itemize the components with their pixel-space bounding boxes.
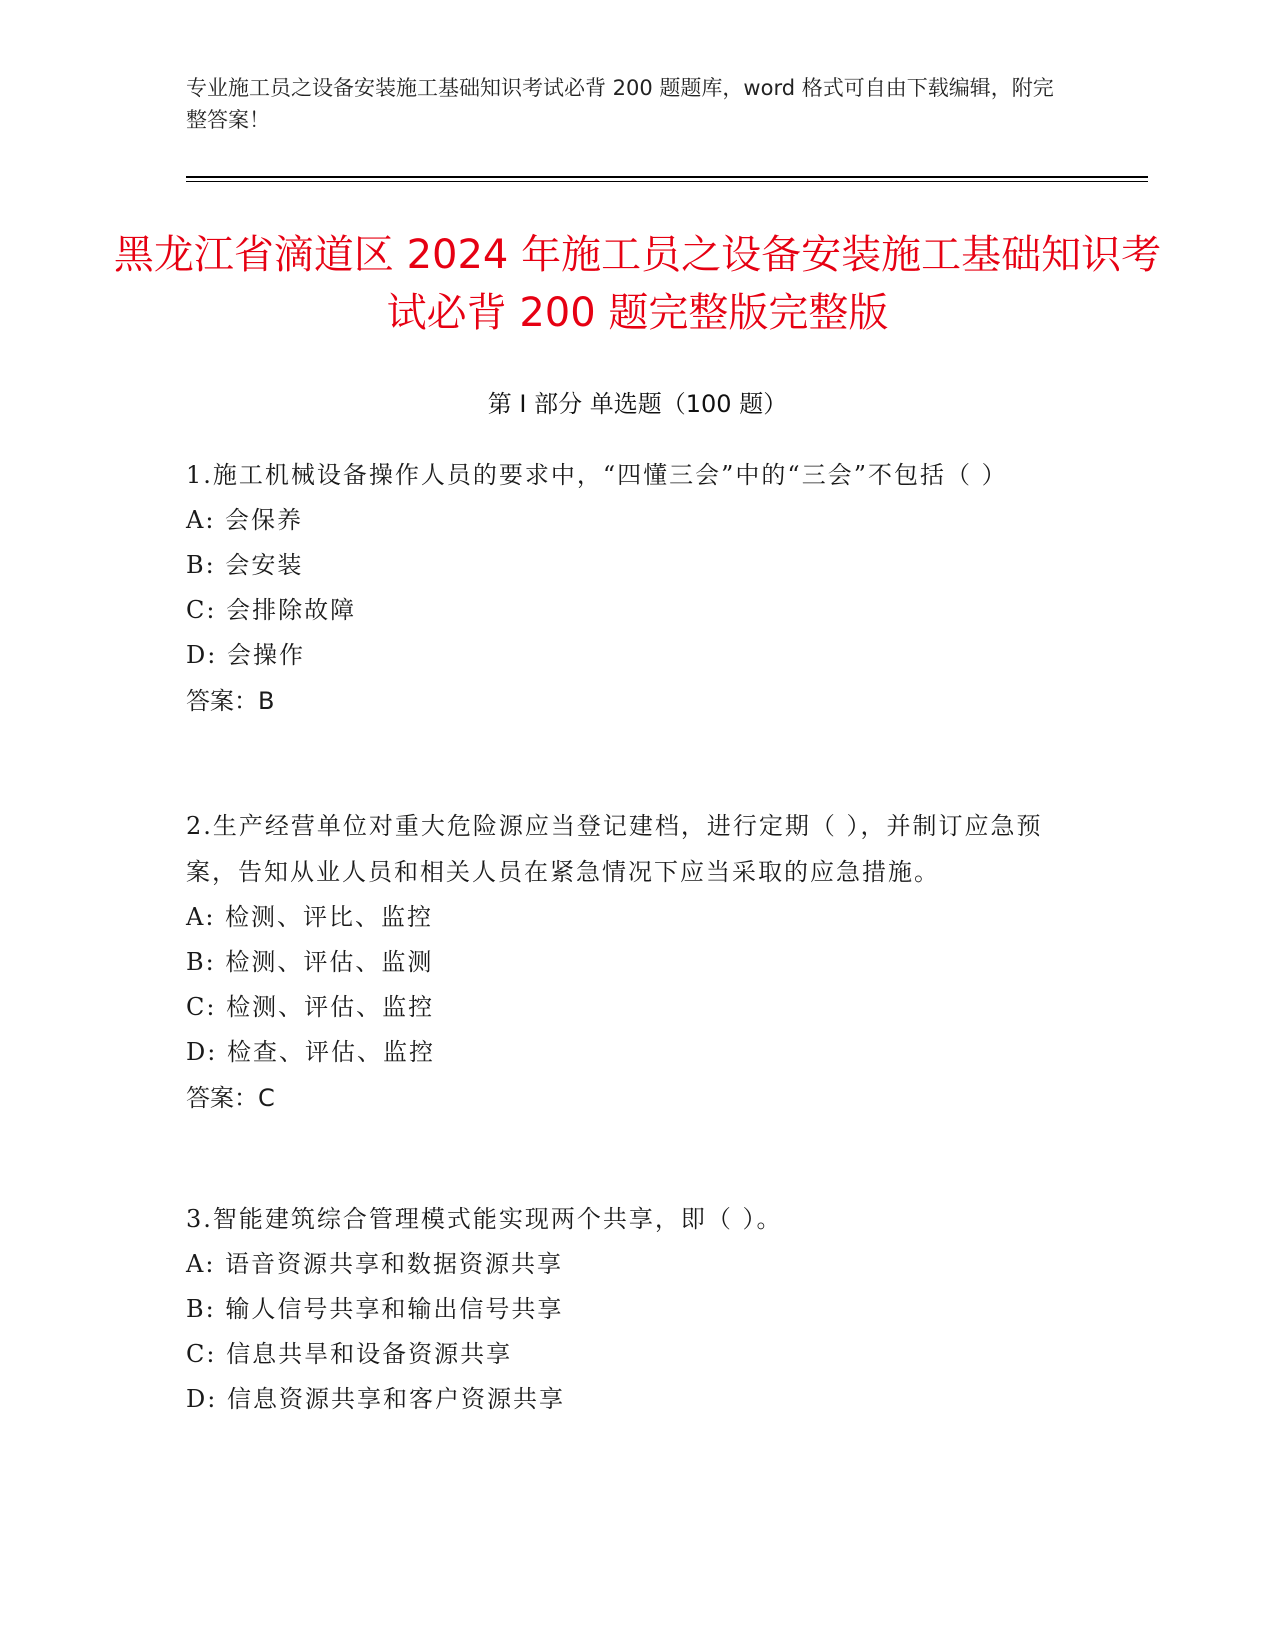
option-b: B: 会安装 xyxy=(186,551,304,579)
option-a: A: 会保养 xyxy=(186,506,304,534)
option-d: D: 检查、评估、监控 xyxy=(186,1038,435,1066)
question-3 xyxy=(186,1196,1086,1422)
option-a: A: 检测、评比、监控 xyxy=(186,903,434,931)
answer: 答案：B xyxy=(186,687,275,715)
question-stem: 1.施工机械设备操作人员的要求中，“四懂三会”中的“三会”不包括（ ） xyxy=(186,461,1008,489)
option-a: A: 语音资源共享和数据资源共享 xyxy=(186,1250,564,1278)
header-note: 专业施工员之设备安装施工基础知识考试必背 200 题题库，word 格式可自由下载编辑，附完整答案！ xyxy=(186,76,1054,132)
document-title: 黑龙江省滴道区 2024 年施工员之设备安装施工基础知识考试必背 200 题完整版完整版 xyxy=(113,232,1162,336)
option-d: D: 信息资源共享和客户资源共享 xyxy=(186,1385,565,1413)
option-c: C: 会排除故障 xyxy=(186,596,357,624)
header-rule-thin xyxy=(186,181,1148,182)
header-rule-thick xyxy=(186,176,1148,178)
option-c: C: 信息共旱和设备资源共享 xyxy=(186,1340,513,1368)
question-1 xyxy=(186,452,1086,724)
question-stem: 3.智能建筑综合管理模式能实现两个共享，即（ ）。 xyxy=(186,1205,783,1233)
option-d: D: 会操作 xyxy=(186,641,305,669)
question-stem: 2.生产经营单位对重大危险源应当登记建档，进行定期（ ），并制订应急预案，告知从业人员和相关人员在紧急情况下应当采取的应急措施。 xyxy=(186,812,1043,886)
option-b: B: 检测、评估、监测 xyxy=(186,948,434,976)
section-heading: 第 I 部分 单选题（100 题） xyxy=(487,390,788,418)
option-c: C: 检测、评估、监控 xyxy=(186,993,435,1021)
question-2 xyxy=(186,803,1086,1121)
option-b: B: 输人信号共享和输出信号共享 xyxy=(186,1295,564,1323)
answer: 答案：C xyxy=(186,1084,275,1112)
